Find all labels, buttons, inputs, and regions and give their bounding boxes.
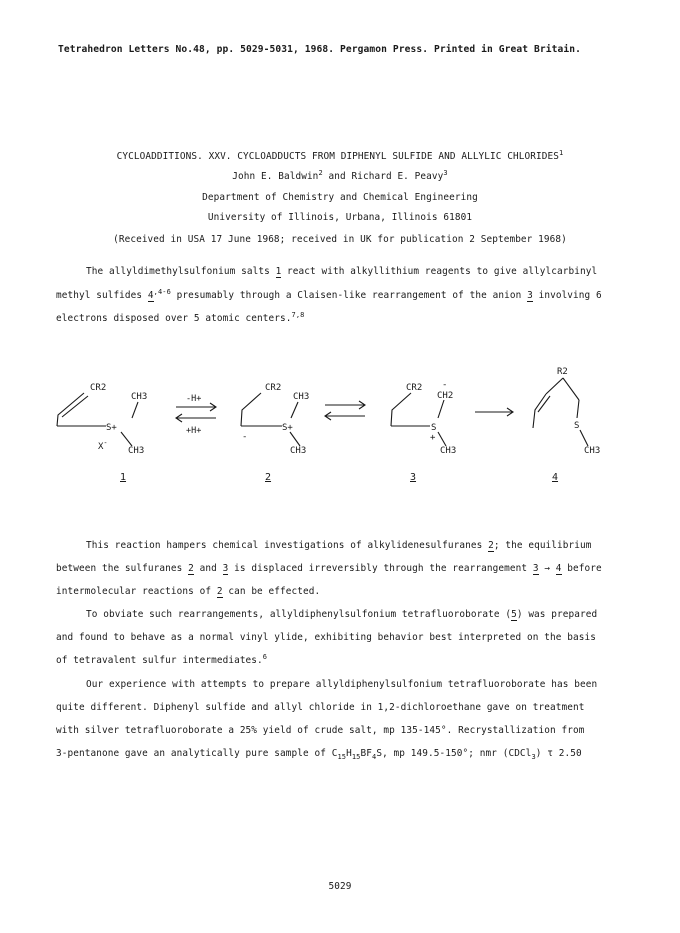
department: Department of Chemistry and Chemical Engineering	[202, 192, 478, 203]
title-footnote-ref: 1	[558, 148, 564, 157]
s3-cr2-label: CR2	[406, 383, 423, 393]
compound-ref: 2	[488, 540, 494, 551]
university: University of Illinois, Urbana, Illinois 61801	[207, 212, 473, 223]
compound-ref: 4	[555, 563, 562, 574]
para3-line2: and found to behave as a normal vinyl ylide, exhibiting behavior best interpreted on the basis	[56, 632, 596, 643]
s3-ch3-label: CH3	[440, 446, 457, 456]
para4-line1: Our experience with attempts to prepare allyldiphenylsulfonium tetrafluoroborate has been	[86, 679, 598, 690]
reaction-scheme	[0, 360, 680, 500]
page-number: 5029	[328, 881, 352, 892]
compound-ref: 1	[275, 266, 282, 277]
compound-ref: 2	[216, 586, 223, 597]
para3-line1: To obviate such rearrangements, allyldiphenylsulfonium tetrafluoroborate (5) was prepared	[86, 609, 598, 620]
compound-ref: 5	[511, 609, 517, 620]
s1-counterion: X-	[98, 439, 108, 452]
s1-sulfur-label: S+	[106, 423, 117, 433]
para3-line3: of tetravalent sulfur intermediates.$^6$	[56, 652, 268, 666]
arrow-deprotonation-label: -H+	[186, 394, 202, 404]
compound-number-2: 2	[265, 472, 272, 483]
s2-cr2-label: CR2	[265, 383, 282, 393]
article-title: CYCLOADDITIONS. XXV. CYCLOADDUCTS FROM DIPHENYL SULFIDE AND ALLYLIC CHLORIDES$^1$	[116, 148, 564, 162]
s3-minus-label: -	[442, 380, 448, 390]
s4-sulfur-label: S	[574, 421, 580, 431]
s1-cr2-label: CR2	[90, 383, 107, 393]
s2-sulfur-label: S+	[282, 423, 293, 433]
s3-sulfur-label: S	[431, 423, 437, 433]
s1-ch3-label-2: CH3	[128, 446, 145, 456]
arrow-protonation-label: +H+	[186, 426, 202, 436]
compound-ref: 4	[147, 290, 154, 301]
s3-plus-label: +	[430, 433, 436, 443]
para1-line3: electrons disposed over 5 atomic centers.$^{7,8}$	[56, 310, 305, 324]
para4-line3: with silver tetrafluoroborate a 25% yield of crude salt, mp 135-145°. Recrystallization from	[56, 725, 585, 736]
s2-minus-label: -	[242, 432, 248, 442]
s2-ch3-label: CH3	[293, 392, 310, 402]
received-dates: (Received in USA 17 June 1968; received in UK for publication 2 September 1968)	[113, 234, 567, 245]
authors: John E. Baldwin$^2$ and Richard E. Peavy$^3$	[232, 168, 448, 182]
para1-line1: The allyldimethylsulfonium salts 1 react with alkyllithium reagents to give allylcarbinyl	[86, 266, 598, 277]
compound-number-4: 4	[552, 472, 559, 483]
para2-line1: This reaction hampers chemical investigations of alkylidenesulfuranes 2; the equilibrium	[86, 540, 592, 551]
para2-line3: intermolecular reactions of 2 can be effected.	[56, 586, 321, 597]
compound-ref: 3	[222, 563, 229, 574]
s1-ch3-label: CH3	[131, 392, 148, 402]
compound-number-1: 1	[120, 472, 127, 483]
compound-ref: 2	[188, 563, 194, 574]
journal-header: Tetrahedron Letters No.48, pp. 5029-5031, 1968. Pergamon Press. Printed in Great Britain.	[58, 44, 581, 55]
compound-ref: 3	[527, 290, 533, 301]
para4-line2: quite different. Diphenyl sulfide and allyl chloride in 1,2-dichloroethane gave on treatment	[56, 702, 585, 713]
para4-line4: 3-pentanone gave an analytically pure sample of $C_{15}H_{15}BF_4S$, mp 149.5-150°; nmr (CDCl$_3$) τ 2.50	[56, 748, 582, 761]
s2-ch3-label-2: CH3	[290, 446, 307, 456]
compound-number-3: 3	[410, 472, 417, 483]
para2-line2: between the sulfuranes 2 and 3 is displaced irreversibly through the rearrangement 3 → 4 before	[56, 563, 602, 574]
s4-r2-label: R2	[557, 367, 568, 377]
s4-ch3-label: CH3	[584, 446, 601, 456]
s3-ch2-label: CH2	[437, 391, 454, 401]
para1-line2: methyl sulfides $4^{,4-6}$ presumably through a Claisen-like rearrangement of the anion 3 involving 6	[56, 287, 602, 301]
compound-ref: 3	[532, 563, 539, 574]
